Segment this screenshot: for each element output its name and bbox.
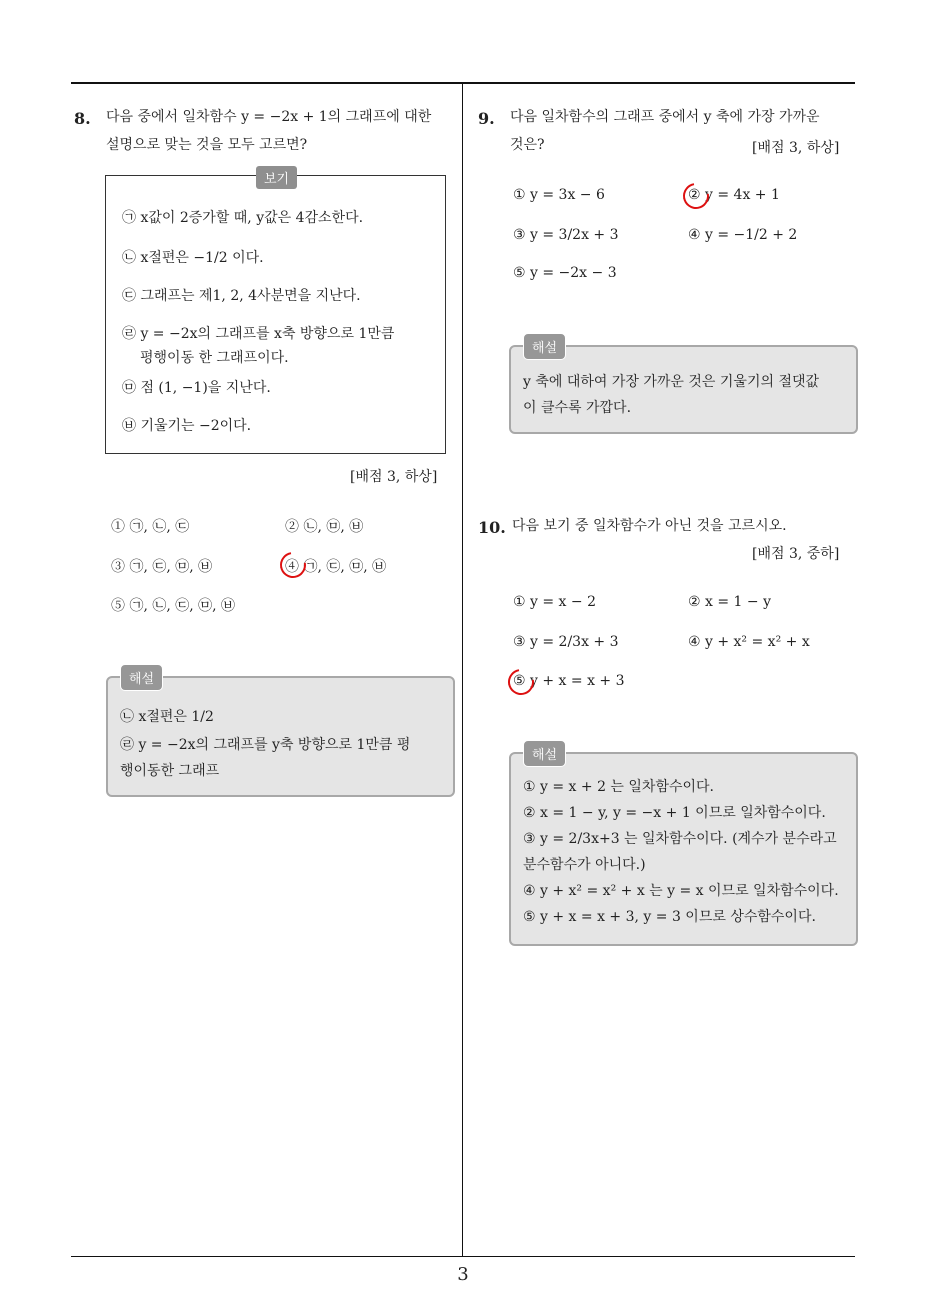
question-10-difficulty: [배점 3, 중하] (752, 546, 840, 562)
q9-choice-1[interactable]: ① y = 3x − 6 (513, 187, 605, 203)
q8-choice-1[interactable]: ① ㉠, ㉡, ㉢ (111, 519, 190, 535)
bogi-item: ㉤ 점 (1, −1)을 지난다. (122, 380, 271, 396)
q10-solution-line: ① y = x + 2 는 일차함수이다. (523, 779, 714, 795)
bogi-item: 평행이동 한 그래프이다. (140, 350, 289, 366)
q9-choice-4[interactable]: ④ y = −1/2 + 2 (688, 227, 798, 243)
question-10-number: 10. (478, 518, 506, 537)
question-10-text-line1: 다음 보기 중 일차함수가 아닌 것을 고르시오. (512, 518, 787, 534)
q8-choice-2[interactable]: ② ㉡, ㉤, ㉥ (285, 519, 364, 535)
bogi-item: ㉠ x값이 2증가할 때, y값은 4감소한다. (122, 210, 364, 226)
q10-solution-title: 해설 (523, 740, 566, 767)
answer-circle-mark (678, 178, 714, 214)
q8-solution-box (106, 672, 455, 797)
q8-solution-line: ㉡ x절편은 1/2 (120, 709, 214, 725)
q8-choice-3[interactable]: ③ ㉠, ㉢, ㉤, ㉥ (111, 559, 213, 575)
q10-solution-line: 분수함수가 아니다.) (523, 857, 646, 873)
question-8-difficulty: [배점 3, 하상] (350, 469, 438, 485)
q9-choice-2[interactable]: ② y = 4x + 1 (688, 187, 780, 203)
bogi-title: 보기 (256, 166, 297, 189)
q8-solution-line: 행이동한 그래프 (120, 763, 220, 779)
bogi-item: ㉡ x절편은 −1/2 이다. (122, 250, 264, 266)
q10-solution-line: ⑤ y + x = x + 3, y = 3 이므로 상수함수이다. (523, 909, 816, 925)
q8-choice-5[interactable]: ⑤ ㉠, ㉡, ㉢, ㉤, ㉥ (111, 598, 236, 614)
q10-choice-4[interactable]: ④ y + x² = x² + x (688, 634, 810, 650)
answer-circle-mark (503, 664, 539, 700)
bottom-rule (71, 1256, 855, 1257)
top-rule (71, 82, 855, 84)
q10-choice-3[interactable]: ③ y = 2/3x + 3 (513, 634, 619, 650)
q8-choice-4[interactable]: ④ ㉠, ㉢, ㉤, ㉥ (285, 559, 387, 575)
bogi-box (105, 172, 446, 454)
question-8-text-line2: 설명으로 맞는 것을 모두 고르면? (106, 137, 308, 153)
bogi-item: ㉢ 그래프는 제1, 2, 4사분면을 지난다. (122, 288, 361, 304)
q10-solution-line: ③ y = 2/3x+3 는 일차함수이다. (계수가 분수라고 (523, 831, 837, 847)
question-8-text-line1: 다음 중에서 일차함수 y = −2x + 1의 그래프에 대한 (106, 109, 432, 125)
q10-choice-1[interactable]: ① y = x − 2 (513, 594, 596, 610)
q9-solution-title: 해설 (523, 333, 566, 360)
q10-choice-5[interactable]: ⑤ y + x = x + 3 (513, 673, 625, 689)
q9-choice-3[interactable]: ③ y = 3/2x + 3 (513, 227, 619, 243)
q10-solution-box (509, 748, 858, 946)
q9-solution-line: 이 클수록 가깝다. (523, 400, 632, 416)
q9-solution-line: y 축에 대하여 가장 가까운 것은 기울기의 절댓값 (523, 374, 820, 390)
question-9-text-line1: 다음 일차함수의 그래프 중에서 y 축에 가장 가까운 (510, 109, 820, 125)
question-9-number: 9. (478, 109, 495, 128)
answer-circle-mark (275, 547, 311, 583)
bogi-item: ㉣ y = −2x의 그래프를 x축 방향으로 1만큼 (122, 326, 395, 342)
q9-solution-box (509, 341, 858, 434)
q8-solution-title: 해설 (120, 664, 163, 691)
q9-choice-5[interactable]: ⑤ y = −2x − 3 (513, 265, 617, 281)
q10-solution-line: ④ y + x² = x² + x 는 y = x 이므로 일차함수이다. (523, 883, 839, 899)
question-8-number: 8. (74, 109, 91, 128)
page-number: 3 (457, 1264, 469, 1285)
question-9-difficulty: [배점 3, 하상] (752, 140, 840, 156)
q10-solution-line: ② x = 1 − y, y = −x + 1 이므로 일차함수이다. (523, 805, 826, 821)
q10-choice-2[interactable]: ② x = 1 − y (688, 594, 771, 610)
bogi-item: ㉥ 기울기는 −2이다. (122, 418, 252, 434)
q8-solution-line: ㉣ y = −2x의 그래프를 y축 방향으로 1만큼 평 (120, 737, 411, 753)
question-9-text-line2: 것은? (510, 137, 545, 153)
column-divider (462, 84, 463, 1256)
